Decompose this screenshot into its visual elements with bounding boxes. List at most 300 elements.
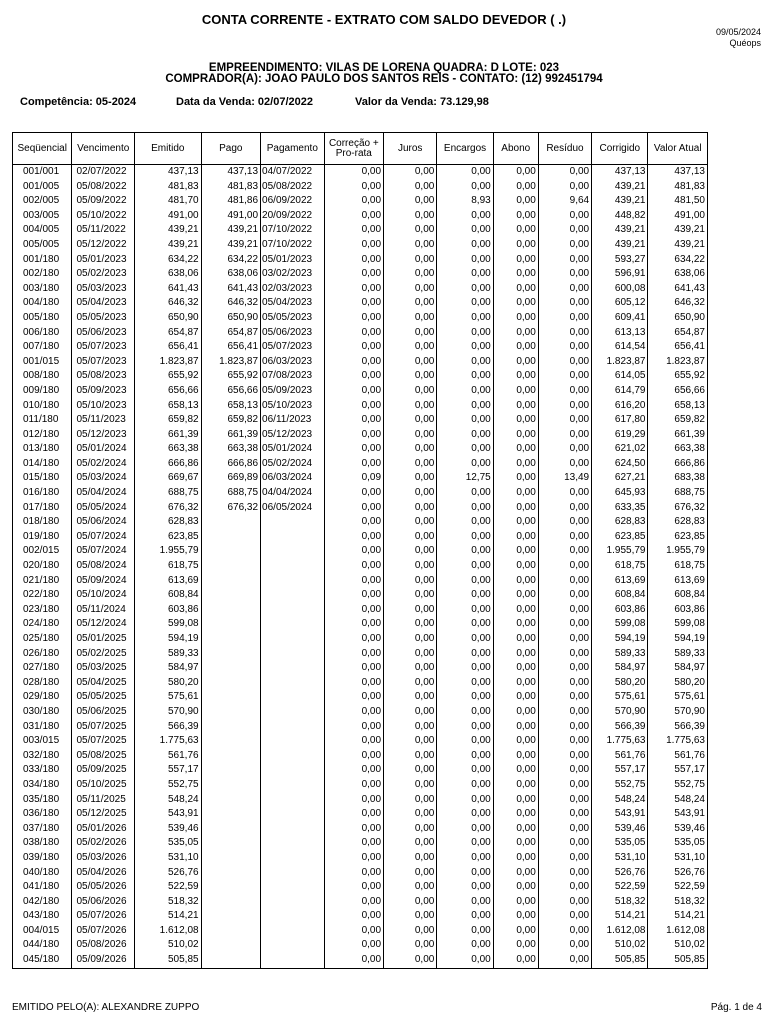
table-cell: 646,32	[648, 296, 708, 311]
table-cell: 05/10/2023	[72, 399, 135, 414]
table-cell: 001/180	[13, 253, 72, 268]
table-cell: 580,20	[592, 676, 648, 691]
table-cell: 656,66	[201, 384, 260, 399]
table-cell: 666,86	[134, 457, 201, 472]
table-cell: 608,84	[592, 588, 648, 603]
table-cell: 0,00	[493, 340, 538, 355]
table-cell: 594,19	[592, 632, 648, 647]
table-cell: 539,46	[648, 822, 708, 837]
report-user: Quéops	[729, 38, 761, 48]
table-row	[13, 807, 708, 822]
table-cell: 017/180	[13, 501, 72, 516]
table-cell: 0,00	[384, 749, 437, 764]
table-cell: 05/12/2023	[72, 428, 135, 443]
table-cell: 0,00	[324, 544, 383, 559]
report-title: CONTA CORRENTE - EXTRATO COM SALDO DEVEDOR ( .)	[201, 12, 567, 27]
table-cell: 0,00	[538, 880, 591, 895]
table-cell: 0,00	[384, 515, 437, 530]
table-cell: 0,00	[437, 165, 493, 180]
table-cell: 06/03/2024	[261, 471, 325, 486]
table-cell: 0,00	[324, 734, 383, 749]
table-cell: 623,85	[134, 530, 201, 545]
table-cell: 618,75	[134, 559, 201, 574]
table-cell: 0,00	[384, 355, 437, 370]
table-row	[13, 705, 708, 720]
table-cell: 0,00	[384, 180, 437, 195]
table-cell: 0,00	[324, 209, 383, 224]
table-cell: 0,00	[384, 486, 437, 501]
table-cell: 0,00	[384, 471, 437, 486]
column-header: Correção + Pro-rata	[324, 133, 383, 165]
table-cell: 0,00	[538, 559, 591, 574]
table-cell	[201, 603, 260, 618]
table-cell: 018/180	[13, 515, 72, 530]
table-cell: 0,00	[324, 369, 383, 384]
table-cell: 552,75	[592, 778, 648, 793]
table-cell	[261, 836, 325, 851]
table-cell: 039/180	[13, 851, 72, 866]
table-cell	[261, 866, 325, 881]
table-cell: 0,00	[384, 574, 437, 589]
column-header: Pagamento	[261, 133, 325, 165]
table-row	[13, 180, 708, 195]
table-cell: 634,22	[201, 253, 260, 268]
table-cell: 561,76	[648, 749, 708, 764]
table-cell: 05/03/2024	[72, 471, 135, 486]
table-cell	[201, 676, 260, 691]
table-cell	[261, 720, 325, 735]
table-cell	[261, 603, 325, 618]
table-cell: 0,00	[437, 486, 493, 501]
table-cell: 589,33	[592, 647, 648, 662]
table-cell: 05/05/2023	[261, 311, 325, 326]
table-cell: 05/01/2026	[72, 822, 135, 837]
table-cell: 0,00	[493, 326, 538, 341]
table-row	[13, 209, 708, 224]
table-cell: 0,00	[437, 311, 493, 326]
table-row	[13, 822, 708, 837]
table-cell: 05/04/2025	[72, 676, 135, 691]
table-cell: 1.955,79	[648, 544, 708, 559]
table-cell: 034/180	[13, 778, 72, 793]
table-cell: 05/05/2024	[72, 501, 135, 516]
table-cell: 005/180	[13, 311, 72, 326]
table-cell: 038/180	[13, 836, 72, 851]
table-cell: 0,00	[384, 457, 437, 472]
table-cell: 616,20	[592, 399, 648, 414]
table-cell: 0,00	[437, 180, 493, 195]
table-cell: 0,00	[493, 399, 538, 414]
table-cell	[201, 661, 260, 676]
table-cell: 05/04/2024	[72, 486, 135, 501]
table-cell: 0,00	[324, 895, 383, 910]
table-cell: 0,00	[493, 880, 538, 895]
table-cell: 0,00	[384, 763, 437, 778]
table-cell: 0,00	[384, 296, 437, 311]
table-cell: 0,00	[493, 822, 538, 837]
table-cell: 656,41	[201, 340, 260, 355]
column-header: Encargos	[437, 133, 493, 165]
table-cell: 0,00	[538, 530, 591, 545]
table-cell: 655,92	[134, 369, 201, 384]
table-cell: 0,00	[493, 895, 538, 910]
table-cell: 0,00	[493, 574, 538, 589]
table-cell: 439,21	[648, 238, 708, 253]
table-cell	[261, 559, 325, 574]
table-cell: 0,00	[384, 603, 437, 618]
table-cell: 0,00	[538, 909, 591, 924]
table-cell: 0,00	[384, 165, 437, 180]
table-cell: 06/03/2023	[261, 355, 325, 370]
table-cell: 0,00	[384, 413, 437, 428]
table-row	[13, 544, 708, 559]
table-cell: 015/180	[13, 471, 72, 486]
table-cell: 437,13	[592, 165, 648, 180]
table-cell	[201, 647, 260, 662]
table-cell: 539,46	[134, 822, 201, 837]
table-cell: 627,21	[592, 471, 648, 486]
table-cell: 0,00	[493, 223, 538, 238]
table-cell: 0,00	[538, 690, 591, 705]
table-cell: 0,00	[324, 909, 383, 924]
table-cell: 0,00	[493, 413, 538, 428]
table-cell: 505,85	[648, 953, 708, 968]
table-cell	[201, 895, 260, 910]
table-cell: 0,00	[493, 690, 538, 705]
table-cell: 035/180	[13, 793, 72, 808]
table-cell: 0,00	[437, 822, 493, 837]
valor-venda: Valor da Venda: 73.129,98	[355, 96, 489, 108]
table-cell: 012/180	[13, 428, 72, 443]
table-cell: 0,00	[384, 399, 437, 414]
table-cell: 481,86	[201, 194, 260, 209]
table-cell: 0,00	[493, 471, 538, 486]
table-cell: 0,00	[384, 384, 437, 399]
table-cell: 06/05/2024	[261, 501, 325, 516]
report-meta	[716, 27, 761, 49]
table-cell: 016/180	[13, 486, 72, 501]
table-cell: 654,87	[134, 326, 201, 341]
table-cell: 03/02/2023	[261, 267, 325, 282]
table-cell	[261, 661, 325, 676]
table-cell: 0,00	[437, 807, 493, 822]
table-cell: 683,38	[648, 471, 708, 486]
table-cell	[261, 851, 325, 866]
table-cell: 658,13	[648, 399, 708, 414]
table-cell: 05/08/2026	[72, 938, 135, 953]
table-cell: 0,00	[324, 326, 383, 341]
table-cell: 05/09/2025	[72, 763, 135, 778]
table-cell: 05/11/2023	[72, 413, 135, 428]
table-row	[13, 282, 708, 297]
table-cell: 0,00	[493, 209, 538, 224]
table-cell: 033/180	[13, 763, 72, 778]
table-cell: 0,00	[384, 311, 437, 326]
table-cell: 566,39	[648, 720, 708, 735]
table-cell: 006/180	[13, 326, 72, 341]
table-cell: 026/180	[13, 647, 72, 662]
table-cell: 05/05/2026	[72, 880, 135, 895]
table-cell: 0,00	[324, 647, 383, 662]
table-row	[13, 895, 708, 910]
table-cell: 036/180	[13, 807, 72, 822]
table-cell: 0,00	[493, 924, 538, 939]
comprador-line: COMPRADOR(A): JOAO PAULO DOS SANTOS REIS - CONTATO: (12) 992451794	[165, 73, 603, 85]
table-cell: 0,00	[538, 632, 591, 647]
table-cell: 05/09/2023	[261, 384, 325, 399]
table-cell: 0,00	[384, 938, 437, 953]
table-cell: 663,38	[134, 442, 201, 457]
table-cell: 0,00	[437, 326, 493, 341]
table-cell: 0,00	[493, 807, 538, 822]
table-cell: 552,75	[134, 778, 201, 793]
table-cell	[261, 938, 325, 953]
table-cell: 0,00	[493, 515, 538, 530]
table-cell	[261, 807, 325, 822]
table-row	[13, 661, 708, 676]
table-cell: 05/07/2023	[72, 340, 135, 355]
table-cell: 634,22	[648, 253, 708, 268]
column-header: Seqüencial	[13, 133, 72, 165]
table-row	[13, 676, 708, 691]
table-cell: 659,82	[201, 413, 260, 428]
table-cell: 0,00	[437, 909, 493, 924]
table-cell: 0,00	[384, 559, 437, 574]
table-cell: 655,92	[648, 369, 708, 384]
table-cell: 0,00	[384, 632, 437, 647]
table-cell: 0,00	[384, 924, 437, 939]
table-cell: 05/02/2024	[72, 457, 135, 472]
table-cell: 05/09/2026	[72, 953, 135, 968]
table-cell: 526,76	[648, 866, 708, 881]
table-cell: 439,21	[134, 238, 201, 253]
table-cell: 0,00	[538, 705, 591, 720]
table-cell: 05/05/2023	[72, 311, 135, 326]
data-venda: Data da Venda: 02/07/2022	[176, 96, 313, 108]
table-row	[13, 399, 708, 414]
table-cell: 638,06	[134, 267, 201, 282]
table-cell: 07/10/2022	[261, 238, 325, 253]
table-cell: 0,00	[493, 267, 538, 282]
table-cell	[201, 909, 260, 924]
table-cell: 0,00	[493, 647, 538, 662]
table-cell: 0,00	[437, 676, 493, 691]
table-cell: 0,00	[538, 399, 591, 414]
table-cell: 022/180	[13, 588, 72, 603]
table-cell: 001/001	[13, 165, 72, 180]
table-cell: 613,69	[648, 574, 708, 589]
table-cell: 0,00	[538, 734, 591, 749]
table-cell: 481,70	[134, 194, 201, 209]
table-cell: 0,00	[384, 661, 437, 676]
table-cell: 0,00	[437, 384, 493, 399]
table-cell: 0,00	[493, 501, 538, 516]
table-cell	[201, 515, 260, 530]
table-cell: 045/180	[13, 953, 72, 968]
table-cell: 518,32	[648, 895, 708, 910]
table-cell: 491,00	[648, 209, 708, 224]
table-row	[13, 574, 708, 589]
table-cell: 531,10	[134, 851, 201, 866]
table-cell: 05/11/2024	[72, 603, 135, 618]
table-cell: 0,00	[324, 880, 383, 895]
table-cell	[201, 924, 260, 939]
table-cell: 522,59	[592, 880, 648, 895]
table-cell: 0,00	[384, 442, 437, 457]
table-cell: 05/04/2026	[72, 866, 135, 881]
table-cell: 570,90	[592, 705, 648, 720]
table-cell	[261, 763, 325, 778]
table-cell: 043/180	[13, 909, 72, 924]
table-cell: 0,00	[437, 442, 493, 457]
table-cell: 0,00	[384, 822, 437, 837]
table-cell: 0,00	[493, 734, 538, 749]
table-cell: 0,00	[493, 720, 538, 735]
table-cell: 05/02/2024	[261, 457, 325, 472]
table-cell: 0,00	[324, 428, 383, 443]
table-cell: 656,41	[134, 340, 201, 355]
table-cell: 526,76	[592, 866, 648, 881]
table-cell: 0,00	[538, 603, 591, 618]
table-cell: 041/180	[13, 880, 72, 895]
table-cell: 0,00	[437, 428, 493, 443]
table-cell: 0,00	[324, 807, 383, 822]
table-cell: 514,21	[134, 909, 201, 924]
table-cell	[261, 793, 325, 808]
table-cell: 0,00	[384, 617, 437, 632]
table-cell	[261, 909, 325, 924]
table-cell: 0,00	[384, 369, 437, 384]
table-cell	[201, 559, 260, 574]
table-cell: 510,02	[592, 938, 648, 953]
table-cell: 9,64	[538, 194, 591, 209]
table-cell: 0,00	[384, 807, 437, 822]
table-cell: 0,00	[384, 194, 437, 209]
table-cell: 0,00	[538, 326, 591, 341]
table-cell: 05/12/2024	[72, 617, 135, 632]
table-cell: 599,08	[648, 617, 708, 632]
table-cell: 05/02/2025	[72, 647, 135, 662]
table-cell: 0,00	[493, 355, 538, 370]
table-cell: 0,00	[437, 617, 493, 632]
table-cell: 0,00	[538, 486, 591, 501]
table-cell: 621,02	[592, 442, 648, 457]
table-cell: 05/08/2025	[72, 749, 135, 764]
table-cell: 566,39	[592, 720, 648, 735]
table-cell: 638,06	[648, 267, 708, 282]
table-cell: 0,00	[384, 428, 437, 443]
table-cell: 0,00	[437, 763, 493, 778]
table-cell: 0,00	[437, 705, 493, 720]
table-cell: 0,00	[324, 938, 383, 953]
table-cell: 575,61	[592, 690, 648, 705]
table-row	[13, 311, 708, 326]
table-cell: 05/07/2025	[72, 734, 135, 749]
table-cell: 0,00	[437, 778, 493, 793]
table-cell: 0,00	[538, 209, 591, 224]
table-cell: 1.823,87	[592, 355, 648, 370]
table-cell	[201, 938, 260, 953]
table-cell: 575,61	[648, 690, 708, 705]
table-cell: 010/180	[13, 399, 72, 414]
table-row	[13, 530, 708, 545]
table-cell: 0,00	[437, 574, 493, 589]
table-cell: 05/04/2023	[261, 296, 325, 311]
table-cell: 05/05/2025	[72, 690, 135, 705]
table-row	[13, 880, 708, 895]
table-cell: 0,00	[437, 924, 493, 939]
table-cell: 030/180	[13, 705, 72, 720]
table-cell: 0,00	[324, 457, 383, 472]
table-cell: 0,00	[437, 457, 493, 472]
table-cell: 0,00	[538, 661, 591, 676]
table-cell: 0,00	[324, 793, 383, 808]
table-cell	[201, 720, 260, 735]
table-cell: 011/180	[13, 413, 72, 428]
table-cell	[201, 851, 260, 866]
table-cell: 594,19	[134, 632, 201, 647]
table-cell: 584,97	[134, 661, 201, 676]
table-cell: 0,00	[437, 515, 493, 530]
table-row	[13, 938, 708, 953]
column-header: Vencimento	[72, 133, 135, 165]
table-cell: 0,00	[437, 880, 493, 895]
table-cell: 518,32	[134, 895, 201, 910]
table-cell: 0,00	[493, 369, 538, 384]
table-cell: 0,00	[437, 895, 493, 910]
table-cell	[201, 880, 260, 895]
table-cell: 0,00	[493, 180, 538, 195]
table-cell: 05/12/2022	[72, 238, 135, 253]
table-cell: 05/07/2024	[72, 530, 135, 545]
table-cell: 0,00	[437, 749, 493, 764]
table-cell: 0,00	[324, 223, 383, 238]
table-cell: 037/180	[13, 822, 72, 837]
table-cell: 676,32	[134, 501, 201, 516]
table-cell: 0,00	[493, 676, 538, 691]
table-cell: 0,00	[384, 647, 437, 662]
table-row	[13, 647, 708, 662]
table-row	[13, 778, 708, 793]
table-cell: 437,13	[648, 165, 708, 180]
table-cell: 05/12/2023	[261, 428, 325, 443]
table-cell: 617,80	[592, 413, 648, 428]
table-cell: 0,00	[384, 253, 437, 268]
table-cell: 04/04/2024	[261, 486, 325, 501]
table-cell: 05/08/2022	[261, 180, 325, 195]
table-cell: 0,00	[324, 953, 383, 968]
table-cell: 580,20	[134, 676, 201, 691]
table-cell: 654,87	[648, 326, 708, 341]
table-cell: 0,00	[493, 661, 538, 676]
table-cell: 0,00	[324, 851, 383, 866]
table-cell: 0,00	[437, 588, 493, 603]
table-row	[13, 442, 708, 457]
table-cell: 570,90	[648, 705, 708, 720]
table-cell: 645,93	[592, 486, 648, 501]
table-cell: 669,89	[201, 471, 260, 486]
table-cell: 0,00	[324, 384, 383, 399]
table-cell: 0,00	[437, 953, 493, 968]
table-cell: 0,00	[324, 238, 383, 253]
table-row	[13, 763, 708, 778]
table-cell: 0,00	[538, 574, 591, 589]
table-cell: 0,00	[324, 866, 383, 881]
table-cell: 526,76	[134, 866, 201, 881]
table-cell: 0,00	[538, 369, 591, 384]
table-cell	[261, 895, 325, 910]
table-cell: 543,91	[134, 807, 201, 822]
